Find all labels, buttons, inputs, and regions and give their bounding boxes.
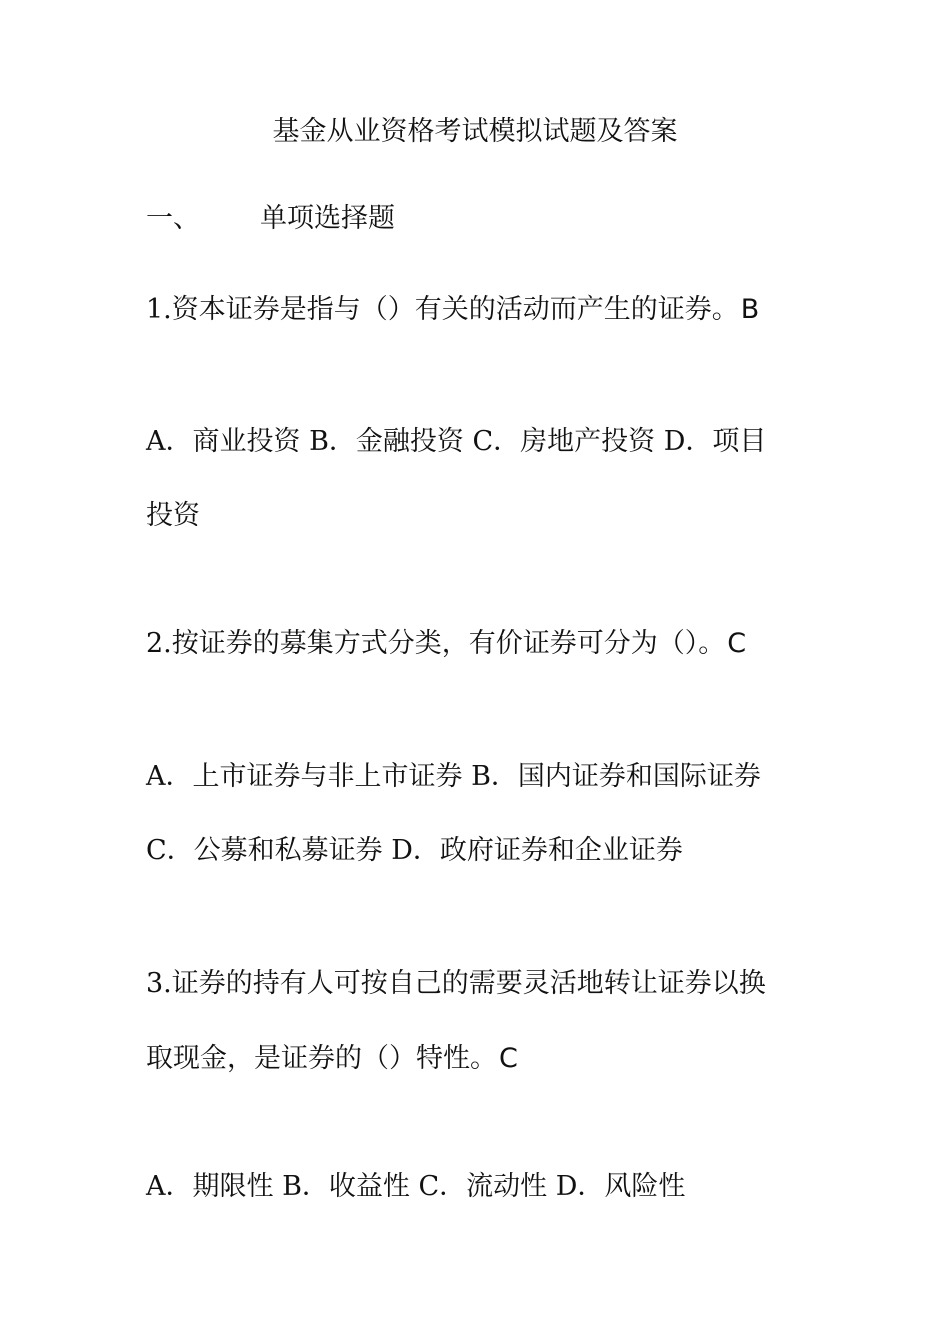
question-1-options-line-1: A．商业投资 B．金融投资 C．房地产投资 D．项目 xyxy=(146,426,767,457)
question-3-stem-line-2 xyxy=(146,1041,518,1077)
question-1-answer: B xyxy=(740,294,760,325)
question-2-stem xyxy=(146,626,746,662)
question-3-options-line-1: A．期限性 B．收益性 C．流动性 D．风险性 xyxy=(146,1171,686,1202)
question-2-options-line-2: C．公募和私募证券 D．政府证券和企业证券 xyxy=(146,835,683,866)
question-1-stem-text: 1.资本证券是指与（）有关的活动而产生的证券。 xyxy=(146,294,739,325)
question-2-stem-text: 2.按证券的募集方式分类，有价证券可分为（）。 xyxy=(146,628,726,659)
document-title: 基金从业资格考试模拟试题及答案 xyxy=(272,116,678,147)
question-2-options-line-1: A．上市证券与非上市证券 B．国内证券和国际证券 xyxy=(146,761,761,792)
question-3-answer: C xyxy=(499,1043,518,1074)
section-number: 一、 xyxy=(146,203,200,234)
question-1-stem xyxy=(146,292,759,328)
question-3-stem-text: 取现金，是证券的（）特性。 xyxy=(146,1043,497,1074)
question-1-options-line-2: 投资 xyxy=(146,500,200,531)
question-2-answer: C xyxy=(727,628,747,659)
section-heading: 单项选择题 xyxy=(260,203,395,234)
question-3-stem-line-1: 3.证券的持有人可按自己的需要灵活地转让证券以换 xyxy=(146,968,766,999)
